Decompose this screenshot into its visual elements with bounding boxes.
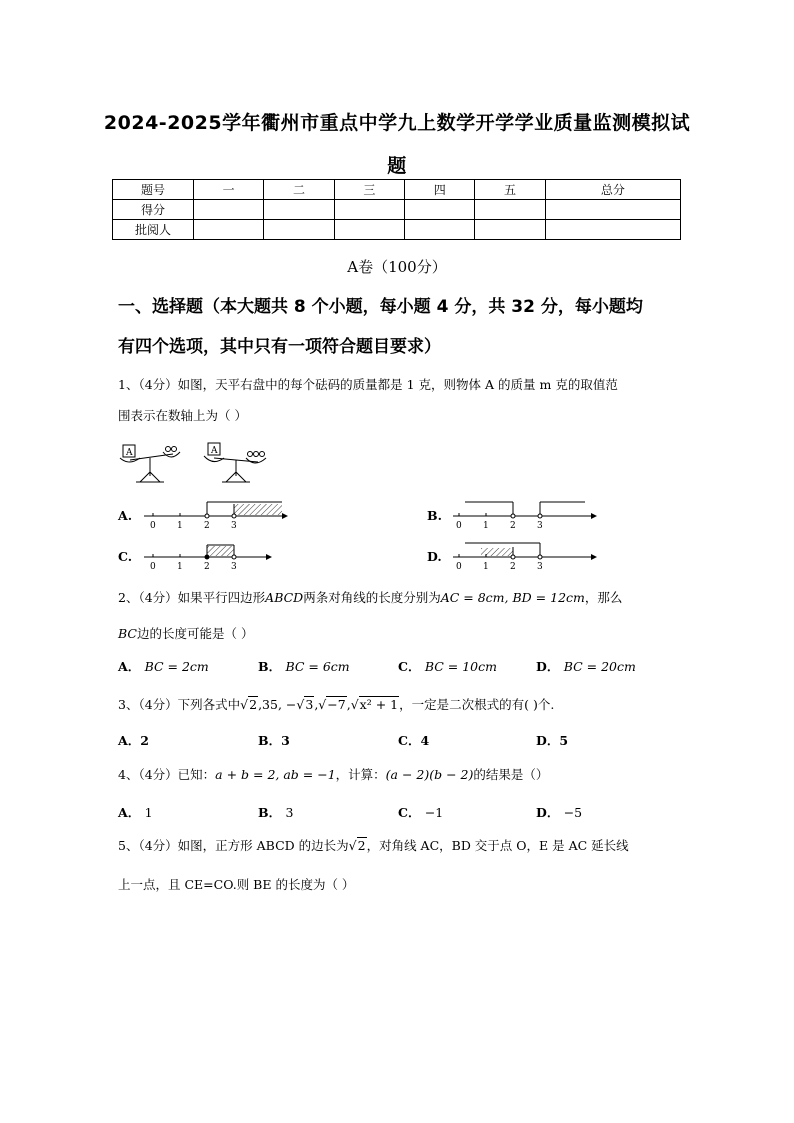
score-table-row-label: 得分 bbox=[113, 200, 194, 220]
q4-option-c[interactable]: C． −1 bbox=[398, 805, 444, 820]
q1-option-c-numberline[interactable] bbox=[142, 539, 292, 571]
q4-line1 bbox=[118, 758, 678, 791]
q5-line1: 5、（4分）如图，正方形 ABCD 的边长为√2，对角线 AC，BD 交于点 O，E 是 AC 延长线 bbox=[118, 838, 629, 853]
q1-line1: 1、（4分）如图，天平右盘中的每个砝码的质量都是 1 克，则物体 A 的质量 m 克的取值范 bbox=[118, 377, 618, 392]
q1-option-b-label[interactable]: B. bbox=[427, 508, 442, 523]
tick-label: 0 bbox=[456, 562, 462, 571]
q2-option-b[interactable]: B． BC = 6cm bbox=[258, 659, 350, 674]
q2-text: ，那么 bbox=[584, 590, 623, 605]
q5-text: ，对角线 AC，BD 交于点 O，E 是 AC 延长线 bbox=[366, 838, 629, 853]
score-cell[interactable] bbox=[545, 200, 680, 220]
tick-label: 1 bbox=[483, 521, 489, 530]
q5-root: 2 bbox=[357, 838, 366, 853]
score-table-cell: 题号 bbox=[113, 180, 194, 200]
score-table-cell: 四 bbox=[405, 180, 475, 200]
score-table-cell: 三 bbox=[334, 180, 404, 200]
tick-label: 1 bbox=[483, 562, 489, 571]
q2-option-a[interactable]: A． BC = 2cm bbox=[118, 659, 209, 674]
q4-option-b[interactable]: B． 3 bbox=[258, 805, 294, 820]
q2-line1 bbox=[118, 581, 678, 614]
tick-label: 1 bbox=[177, 521, 183, 530]
q1-option-d-label[interactable]: D. bbox=[427, 549, 442, 564]
q5-line2: 上一点，且 CE=CO.则 BE 的长度为（ ） bbox=[118, 877, 355, 892]
tick-label: 2 bbox=[204, 521, 210, 530]
score-cell[interactable] bbox=[475, 220, 545, 240]
score-table-cell: 二 bbox=[264, 180, 334, 200]
score-cell[interactable] bbox=[334, 220, 404, 240]
object-a-label: A bbox=[126, 448, 133, 458]
section-heading-line1: 一、选择题（本大题共 8 个小题，每小题 4 分，共 32 分，每小题均 bbox=[118, 297, 643, 317]
q2-line2 bbox=[118, 617, 678, 650]
score-cell[interactable] bbox=[194, 220, 264, 240]
q4-text: 4、（4分）已知： bbox=[118, 767, 216, 782]
object-a-label: A bbox=[211, 446, 218, 456]
section-heading-line2: 有四个选项，其中只有一项符合题目要求） bbox=[118, 337, 441, 357]
tick-label: 0 bbox=[150, 521, 156, 530]
q1-option-b-numberline[interactable] bbox=[451, 498, 601, 530]
score-table-row-label: 批阅人 bbox=[113, 220, 194, 240]
tick-label: 3 bbox=[537, 562, 543, 571]
q1-option-a-numberline[interactable] bbox=[142, 498, 292, 530]
tick-label: 2 bbox=[204, 562, 210, 571]
q4-condition: a + b = 2, ab = −1 bbox=[215, 767, 336, 782]
q5-text: 5、（4分）如图，正方形 ABCD 的边长为 bbox=[118, 838, 349, 853]
score-cell[interactable] bbox=[264, 220, 334, 240]
q2-bc: BC bbox=[118, 626, 137, 641]
score-table-header-row bbox=[113, 180, 681, 200]
q2-text: 两条对角线的长度分别为 bbox=[303, 590, 441, 605]
q4-option-d[interactable]: D． −5 bbox=[536, 805, 583, 820]
q3-text: ，一定是二次根式的有( )个. bbox=[399, 697, 555, 712]
exam-title-line1: 2024-2025学年衢州市重点中学九上数学开学学业质量监测模拟试 bbox=[103, 112, 691, 134]
score-cell[interactable] bbox=[334, 200, 404, 220]
score-cell[interactable] bbox=[545, 220, 680, 240]
q1-option-d-numberline[interactable] bbox=[451, 539, 601, 571]
q2-abcd: ABCD bbox=[265, 590, 304, 605]
tick-label: 1 bbox=[177, 562, 183, 571]
q4-text: 的结果是（） bbox=[473, 767, 549, 782]
q2-option-c[interactable]: C． BC = 10cm bbox=[398, 659, 497, 674]
score-table-cell: 一 bbox=[194, 180, 264, 200]
score-cell[interactable] bbox=[264, 200, 334, 220]
q4-expression: (a − 2)(b − 2) bbox=[385, 767, 474, 782]
score-table-row bbox=[113, 220, 681, 240]
tick-label: 2 bbox=[510, 562, 516, 571]
q3-text: 3、（4分）下列各式中 bbox=[118, 697, 241, 712]
score-cell[interactable] bbox=[405, 200, 475, 220]
score-table-cell: 总分 bbox=[545, 180, 680, 200]
tick-label: 3 bbox=[537, 521, 543, 530]
q3-line1 bbox=[118, 688, 678, 721]
tick-label: 0 bbox=[150, 562, 156, 571]
q3-option-d[interactable]: D．5 bbox=[536, 733, 569, 748]
q1-line2: 围表示在数轴上为（ ） bbox=[118, 408, 247, 423]
q2-option-d[interactable]: D． BC = 20cm bbox=[536, 659, 636, 674]
balance-scales-figure bbox=[118, 440, 278, 490]
score-cell[interactable] bbox=[405, 220, 475, 240]
exam-title-line2: 题 bbox=[387, 155, 407, 177]
score-cell[interactable] bbox=[475, 200, 545, 220]
q1-option-a-label[interactable]: A. bbox=[118, 508, 133, 523]
q2-diagonals: AC = 8cm, BD = 12cm bbox=[440, 590, 585, 605]
q3-option-c[interactable]: C．4 bbox=[398, 733, 430, 748]
tick-label: 0 bbox=[456, 521, 462, 530]
paper-a-heading: A卷（100分） bbox=[347, 258, 447, 276]
q3-option-a[interactable]: A．2 bbox=[118, 733, 149, 748]
score-table bbox=[112, 179, 681, 240]
score-table-cell: 五 bbox=[475, 180, 545, 200]
q4-text: ，计算： bbox=[335, 767, 386, 782]
q1-option-c-label[interactable]: C. bbox=[118, 549, 133, 564]
q4-option-a[interactable]: A． 1 bbox=[118, 805, 153, 820]
q3-option-b[interactable]: B．3 bbox=[258, 733, 290, 748]
tick-label: 3 bbox=[231, 562, 237, 571]
q2-text: 边的长度可能是（ ） bbox=[136, 626, 254, 641]
score-cell[interactable] bbox=[194, 200, 264, 220]
score-table-row bbox=[113, 200, 681, 220]
q2-text: 2、（4分）如果平行四边形 bbox=[118, 590, 266, 605]
tick-label: 3 bbox=[231, 521, 237, 530]
tick-label: 2 bbox=[510, 521, 516, 530]
q3-expr-list: √2,35, −√3,√−7,√x² + 1 bbox=[240, 697, 399, 712]
